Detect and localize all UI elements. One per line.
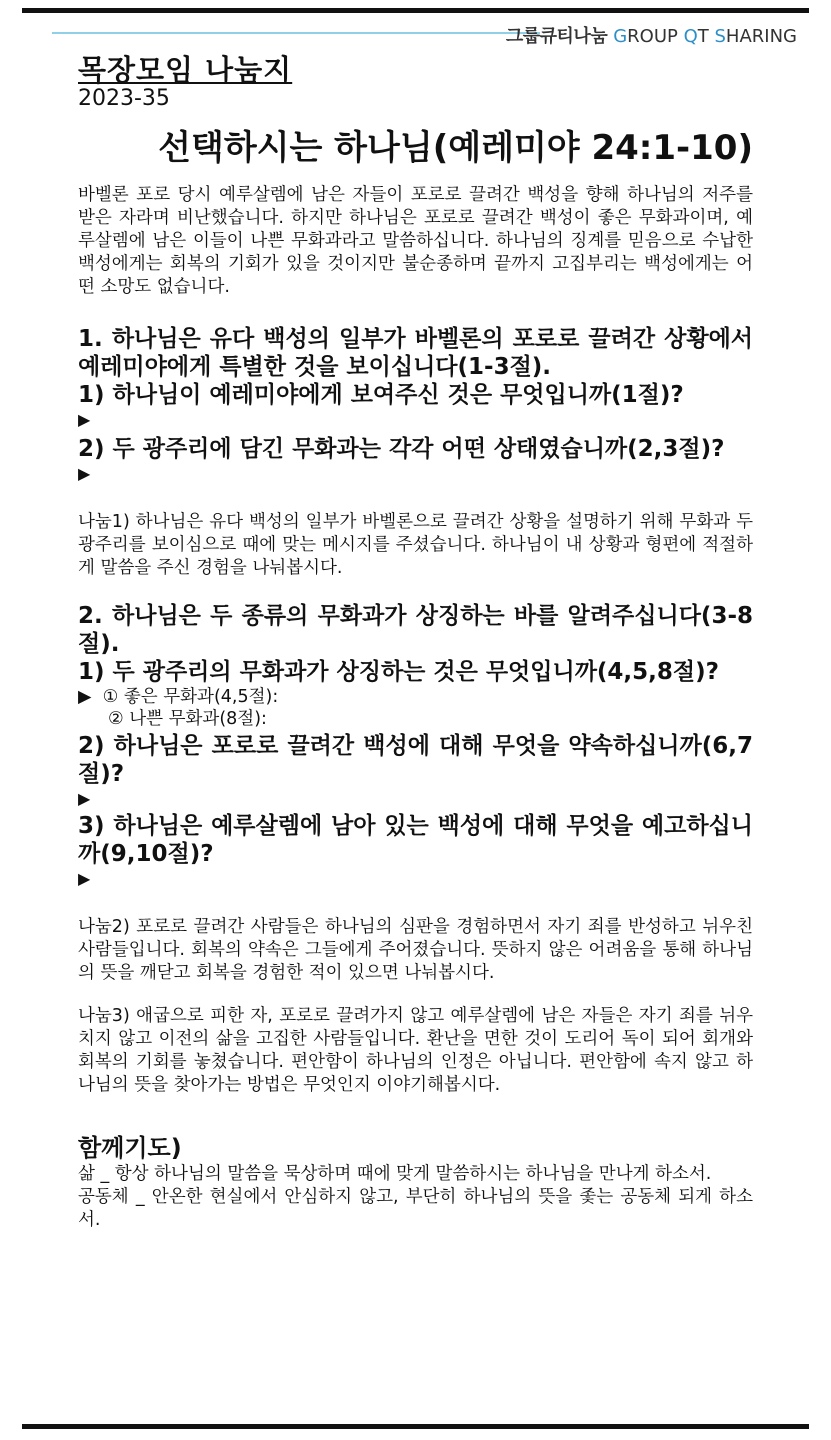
answer-marker: ▶ [78,687,92,707]
top-border [22,8,809,13]
answer-marker: ▶ [78,789,91,808]
share2-paragraph: 나눔2) 포로로 끌려간 사람들은 하나님의 심판을 경험하면서 자기 죄를 반성하고 뉘우친 사람들입니다. 회복의 약속은 그들에게 주어졌습니다. 뜻하지 않은 어려움을 통해 하나님의 뜻을 깨닫고 회복을 경험한 적이 있으면 나눠봅시다. [78,917,753,983]
share3-paragraph: 나눔3) 애굽으로 피한 자, 포로로 끌려가지 않고 예루살렘에 남은 자들은 자기 죄를 뉘우치지 않고 이전의 삶을 고집한 사람들입니다. 환난을 면한 것이 도리어 독이 되어 회개와 회복의 기회를 놓쳤습니다. 편안함이 하나님의 인정은 아닙니다. 편안함에 속지 않고 하나님의 뜻을 찾아가는 방법은 무엇인지 이야기해봅시다. [78,1006,753,1095]
section2-question3: 3) 하나님은 예루살렘에 남아 있는 백성에 대해 무엇을 예고하십니까(9,10절)? [78,813,753,867]
section2-heading: 2. 하나님은 두 종류의 무화과가 상징하는 바를 알려주십니다(3-8절). [78,603,753,657]
answer-marker: ▶ [78,410,91,429]
share1-paragraph: 나눔1) 하나님은 유다 백성의 일부가 바벨론으로 끌려간 상황을 설명하기 위해 무화과 두 광주리를 보이심으로 때에 맞는 메시지를 주셨습니다. 하나님이 내 상황과 형편에 적절하게 말씀을 주신 경험을 나눠봅시다. [78,512,753,578]
sermon-title: 선택하시는 하나님(예레미야 24:1-10) [158,128,753,168]
document-body [78,52,753,1232]
section1-question1: 1) 하나님이 예레미야에게 보여주신 것은 무엇입니까(1절)? [78,382,684,408]
brand-korean: 그룹큐티나눔 [505,26,608,47]
section2-item-good: ▶ ① 좋은 무화과(4,5절): [78,687,279,707]
prayer-community: 공동체 _ 안온한 현실에서 안심하지 않고, 부단히 하나님의 뜻을 좇는 공동체 되게 하소서. [78,1187,753,1230]
prayer-life: 삶 _ 항상 하나님의 말씀을 묵상하며 때에 맞게 말씀하시는 하나님을 만나게 하소서. [78,1164,712,1184]
section2-question1: 1) 두 광주리의 무화과가 상징하는 것은 무엇입니까(4,5,8절)? [78,659,719,685]
intro-paragraph: 바벨론 포로 당시 예루살렘에 남은 자들이 포로로 끌려간 백성을 향해 하나님의 저주를 받은 자라며 비난했습니다. 하지만 하나님은 포로로 끌려간 백성이 좋은 무화과이며, 예루살렘에 남은 이들이 나쁜 무화과라고 말씀하십니다. 하나님의 징계를 믿음으로 수납한 백성에게는 회복의 기회가 있을 것이지만 불순종하며 끝까지 고집부리는 백성에게는 어떤 소망도 없습니다. [78,185,753,297]
answer-marker: ▶ [78,464,91,483]
section2-question2: 2) 하나님은 포로로 끌려간 백성에 대해 무엇을 약속하십니까(6,7절)? [78,733,753,787]
issue-number: 2023-35 [78,86,170,111]
section1-question2: 2) 두 광주리에 담긴 무화과는 각각 어떤 상태였습니까(2,3절)? [78,436,725,462]
brand-logo [506,22,797,48]
section1-heading: 1. 하나님은 유다 백성의 일부가 바벨론의 포로로 끌려간 상황에서 예레미야에게 특별한 것을 보이십니다(1-3절). [78,326,753,380]
answer-marker: ▶ [78,869,91,888]
document-title: 목장모임 나눔지 [78,53,293,87]
section2-item-bad: ② 나쁜 무화과(8절): [108,709,267,729]
prayer-title: 함께기도) [78,1134,182,1162]
brand-english: GROUP QT SHARING [613,26,797,47]
header-rule [52,32,540,34]
bottom-border [22,1424,809,1429]
